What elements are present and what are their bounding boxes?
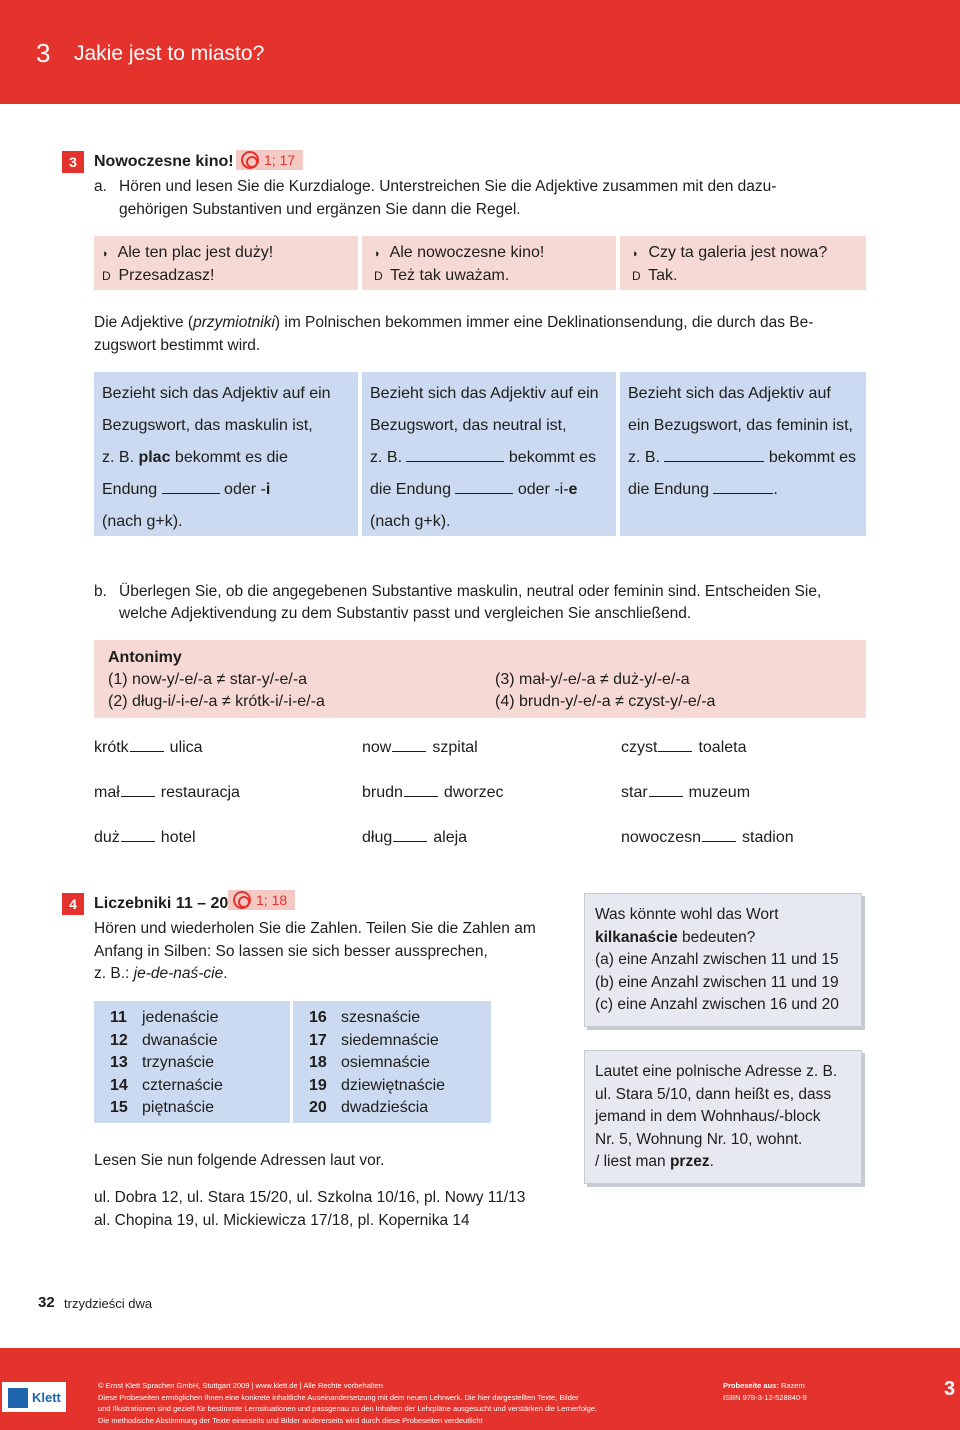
ending-blank[interactable] [404,783,438,797]
speaker-b-icon: D [102,269,111,283]
ending-blank[interactable] [393,828,427,842]
address-info-box: Lautet eine polnische Adresse z. B. ul. Stara 5/10, dann heißt es, dass jemand in dem Wohnhaus/-block Nr. 5, Wohnung Nr. 10, wohnt. / liest man przez. [584,1050,862,1184]
number-row: 15 piętnaście [110,1099,215,1116]
number-row: 17 siedemnaście [309,1031,439,1049]
term-przymiotniki: przymiotniki [193,314,275,331]
exercise-3-audio-tag[interactable] [236,150,303,170]
antonym-pair: (3) mał-y/-e/-a ≠ duż-y/-e/-a [495,671,690,688]
exercise-4-title: Liczebniki 11 – 20 [94,895,229,912]
answer-option-b[interactable]: (b) eine Anzahl zwischen 11 und 19 [595,973,839,991]
part-a-instruction-line1: Hören und lesen Sie die Kurzdialoge. Unterstreichen Sie die Adjektive zusammen mit den dazu- [119,178,777,195]
addresses-line1: ul. Dobra 12, ul. Stara 15/20, ul. Szkolna 10/16, pl. Nowy 11/13 [94,1189,526,1206]
addresses-line2: al. Chopina 19, ul. Mickiewicza 17/18, pl. Kopernika 14 [94,1212,470,1229]
word-pair: mał restauracja [94,784,240,801]
ending-blank[interactable] [121,783,155,797]
part-b-instruction-line2: welche Adjektivendung zu dem Substantiv passt und vergleichen Sie anschließend. [119,605,692,622]
word-pair: nowoczesn stadion [621,829,794,846]
dialogue-answer: Też tak uważam. [390,267,510,284]
numbers-11-15-box [94,1001,290,1123]
chapter-title: Jakie jest to miasto? [74,42,265,65]
page-number-word: trzydzieści dwa [64,1296,153,1311]
answer-option-a[interactable]: (a) eine Anzahl zwischen 11 und 15 [595,951,839,968]
dialogue-answer: Przesadzasz! [118,267,215,284]
word-pair: duż hotel [94,829,196,846]
part-a-label: a. [94,178,107,195]
number-row: 16 szesnaście [309,1009,421,1026]
fill-in-blank[interactable] [406,448,504,462]
part-b-instruction-line1: Überlegen Sie, ob die angegebenen Substantive maskulin, neutral oder feminin sind. Entscheiden Sie, [119,583,822,600]
read-addresses-prompt: Lesen Sie nun folgende Adressen laut vor. [94,1152,385,1169]
ending-blank[interactable] [649,783,683,797]
exercise-4-instruction-line3: z. B.: je-de-naś-cie. [94,965,228,982]
exercise-3-number: 3 [62,151,84,173]
dialogue-answer: Tak. [648,267,678,284]
page-number: 32 [38,1294,55,1311]
ending-blank[interactable] [702,828,736,842]
fill-in-blank[interactable] [162,480,220,494]
fill-in-blank[interactable] [455,480,513,494]
speaker-b-icon: D [374,269,383,283]
dialogue-box-3 [620,236,866,290]
dialogue-question: Ale ten plac jest duży! [117,244,274,261]
ending-blank[interactable] [130,738,164,752]
word-pair: dług aleja [362,829,468,846]
fill-in-blank[interactable] [664,448,764,462]
exercise-4-audio-tag[interactable] [228,890,295,910]
audio-cd-icon [241,151,259,169]
number-row: 20 dwadzieścia [309,1099,429,1116]
rule-intro-line2: zugswort bestimmt wird. [94,337,261,354]
dialogue-box-2 [362,236,616,290]
part-a-instruction-line2: gehörigen Substantiven und ergänzen Sie dann die Regel. [119,201,521,218]
number-row: 18 osiemnaście [309,1054,430,1071]
term-kilkanascie: kilkanaście [595,928,678,946]
exercise-4-number: 4 [62,893,84,915]
word-pair: now szpital [362,739,478,756]
dialogue-box-1 [94,236,358,290]
audio-track: 1; 17 [264,152,296,168]
word-pair: star muzeum [621,784,751,801]
answer-option-c[interactable]: (c) eine Anzahl zwischen 16 und 20 [595,996,839,1013]
number-row: 19 dziewiętnaście [309,1076,446,1094]
ending-blank[interactable] [658,738,692,752]
antonyms-box [94,640,866,718]
kilkanascie-question-box: Was könnte wohl das Wort kilkanaście bedeuten? (a) eine Anzahl zwischen 11 und 15 (b) eine Anzahl zwischen 11 und 19 (c) eine Anzahl zwischen 16 und 20 [584,893,862,1027]
speaker-b-icon: D [632,269,641,283]
exercise-4-instruction-line1: Hören und wiederholen Sie die Zahlen. Teilen Sie die Zahlen am [94,920,536,937]
number-row: 13 trzynaście [110,1054,215,1071]
speaker-a-icon: ◗ [374,248,381,260]
footer-copyright: © Ernst Klett Sprachen GmbH, Stuttgart 2009 | www.klett.de | Alle Rechte vorbehalten Diese Probeseiten ermöglichen Ihnen eine konkrete inhaltliche Auseinandersetzung mit dem neuen Lehrwerk. Die hier dargestellten Texte, Bilder und Illustrationen sind gezielt für bestimmte Lernsituationen und passgenau zu den Inhalten der Lehrpläne ausgesucht und verstärken die Lernerfolge. Die methodische Abstimmung der Texte einerseits und Bilder andererseits wird durch diese Probeseiten verdeutlicht [98,1381,598,1425]
footer-chapter-number: 3 [944,1378,956,1400]
audio-cd-icon [233,891,251,909]
klett-logo-icon [8,1388,28,1408]
number-row: 14 czternaście [110,1076,223,1094]
word-pair: krótk ulica [94,739,203,756]
rule-box-masculine: Bezieht sich das Adjektiv auf ein Bezugswort, das maskulin ist, z. B. plac bekommt es die Endung oder -i (nach g+k). [94,372,358,536]
exercise-4-instruction-line2: Anfang in Silben: So lassen sie sich besser aussprechen, [94,943,488,960]
word-pair: czyst toaleta [621,739,747,756]
rule-box-feminine: Bezieht sich das Adjektiv auf ein Bezugswort, das feminin ist, z. B. bekommt es die Endung . [620,372,866,536]
audio-track: 1; 18 [256,892,288,908]
rule-box-neuter: Bezieht sich das Adjektiv auf ein Bezugswort, das neutral ist, z. B. bekommt es die Endung oder -i-e (nach g+k). [362,372,616,536]
exercise-3-title: Nowoczesne kino! [94,153,234,170]
fill-in-blank[interactable] [713,480,773,494]
dialogue-question: Czy ta galeria jest nowa? [648,244,828,261]
antonym-pair: (4) brudn-y/-e/-a ≠ czyst-y/-e/-a [495,693,716,710]
numbers-16-20-box [293,1001,491,1123]
klett-logo: Klett [0,1380,68,1414]
dialogue-question: Ale nowoczesne kino! [389,244,545,261]
number-row: 12 dwanaście [110,1031,218,1049]
number-row: 11 jedenaście [110,1009,219,1026]
ending-blank[interactable] [392,738,426,752]
antonym-pair: (2) dług-i/-i-e/-a ≠ krótk-i/-i-e/-a [108,693,325,710]
chapter-number: 3 [36,38,51,68]
speaker-a-icon: ◗ [632,248,639,260]
antonyms-title: Antonimy [108,649,182,666]
rule-intro-line1: Die Adjektive (przymiotniki) im Polnischen bekommen immer eine Deklinationsendung, die durch das Be- [94,314,814,331]
part-b-label: b. [94,583,107,600]
speaker-a-icon: ◗ [102,248,109,260]
antonym-pair: (1) now-y/-e/-a ≠ star-y/-e/-a [108,671,308,688]
footer-sample-info: Probeseite aus: Razem ISBN 978-3-12-528840-9 [723,1381,807,1402]
ending-blank[interactable] [121,828,155,842]
word-pair: brudn dworzec [362,784,504,801]
